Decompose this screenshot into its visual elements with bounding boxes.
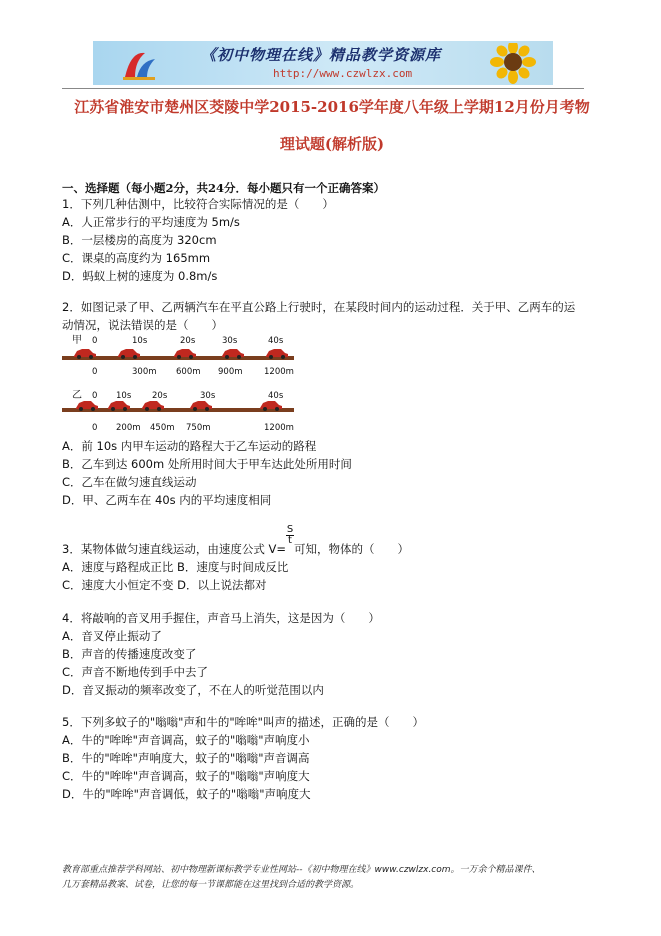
b-dist-4: 1200m — [264, 423, 294, 433]
a-time-4: 40s — [268, 336, 284, 346]
q3-stem-a: 3．某物体做匀速直线运动，由速度公式 V= — [62, 542, 286, 556]
header-rule — [62, 88, 584, 89]
doc-title-line2: 理试题(解析版) — [279, 135, 385, 153]
car-b-label: 乙 — [72, 390, 82, 401]
q5-option-d: D．牛的"哞哞"声音调低，蚊子的"嗡嗡"声响度大 — [62, 787, 311, 801]
b-dist-3: 750m — [186, 423, 211, 433]
section-heading: 一、选择题（每小题2分，共24分．每小题只有一个正确答案） — [62, 181, 386, 195]
q4-option-a: A．音叉停止振动了 — [62, 629, 162, 643]
q2-stem-line1: 2．如图记录了甲、乙两辆汽车在平直公路上行驶时，在某段时间内的运动过程．关于甲、乙两车的运 — [62, 300, 576, 314]
q3-options-cd: C．速度大小恒定不变 D．以上说法都对 — [62, 578, 267, 592]
q5-option-b: B．牛的"哞哞"声响度大，蚊子的"嗡嗡"声音调高 — [62, 751, 310, 765]
q2-option-a: A．前 10s 内甲车运动的路程大于乙车运动的路程 — [62, 439, 317, 453]
b-dist-2: 450m — [150, 423, 175, 433]
sunflower-icon — [483, 43, 543, 85]
b-time-0: 0 — [92, 391, 98, 401]
car-a-label: 甲 — [72, 335, 82, 346]
a-dist-1: 300m — [132, 367, 157, 377]
b-dist-1: 200m — [116, 423, 141, 433]
q1-option-c: C．课桌的高度约为 165mm — [62, 251, 211, 265]
a-dist-4: 1200m — [264, 367, 294, 377]
b-time-4: 40s — [268, 391, 284, 401]
q4-stem: 4．将敲响的音叉用手握住，声音马上消失，这是因为（ ） — [62, 611, 380, 625]
q1-option-a: A．人正常步行的平均速度为 5m/s — [62, 215, 240, 229]
q5-stem: 5．下列多蚊子的"嗡嗡"声和牛的"哞哞"叫声的描述，正确的是（ ） — [62, 715, 424, 729]
banner-title: 《初中物理在线》精品教学资源库 — [201, 46, 442, 64]
a-time-1: 10s — [132, 336, 148, 346]
q2-stem-line2: 动情况，说法错误的是（ ） — [62, 318, 223, 332]
fraction-numerator: S — [286, 524, 294, 535]
q1-option-b: B．一层楼房的高度为 320cm — [62, 233, 217, 247]
a-time-2: 20s — [180, 336, 196, 346]
motion-diagram-svg — [62, 332, 294, 436]
a-dist-0: 0 — [92, 367, 98, 377]
site-logo-icon — [121, 47, 157, 81]
fraction-denominator: t — [288, 535, 292, 546]
q4-option-d: D．音叉振动的频率改变了，不在人的听觉范围以内 — [62, 683, 324, 697]
doc-title-line1: 江苏省淮安市楚州区茭陵中学2015-2016学年度八年级上学期12月份月考物 — [74, 98, 590, 116]
q3-options-ab: A．速度与路程成正比 B．速度与时间成反比 — [62, 560, 289, 574]
b-dist-0: 0 — [92, 423, 98, 433]
a-time-3: 30s — [222, 336, 238, 346]
footer-line2: 几万套精品教案、试卷，让您的每一节课都能在这里找到合适的教学资源。 — [62, 880, 360, 890]
q5-option-a: A．牛的"哞哞"声音调高，蚊子的"嗡嗡"声响度小 — [62, 733, 310, 747]
footer-line1: 教育部重点推荐学科网站、初中物理新课标教学专业性网站--《初中物理在线》www.czwlzx.com。一万余个精品课件、 — [62, 865, 541, 875]
speed-formula-fraction — [286, 525, 294, 546]
a-time-0: 0 — [92, 336, 98, 346]
header-banner — [93, 41, 553, 85]
banner-url: http://www.czwlzx.com — [273, 67, 413, 80]
b-time-1: 10s — [116, 391, 132, 401]
q2-option-b: B．乙车到达 600m 处所用时间大于甲车达此处所用时间 — [62, 457, 352, 471]
a-dist-3: 900m — [218, 367, 243, 377]
q2-option-c: C．乙车在做匀速直线运动 — [62, 475, 197, 489]
a-dist-2: 600m — [176, 367, 201, 377]
q1-stem: 1．下列几种估测中，比较符合实际情况的是（ ） — [62, 197, 334, 211]
q2-option-d: D．甲、乙两车在 40s 内的平均速度相同 — [62, 493, 272, 507]
q1-option-d: D．蚂蚁上树的速度为 0.8m/s — [62, 269, 218, 283]
q4-option-c: C．声音不断地传到手中去了 — [62, 665, 209, 679]
q3-stem-b: 可知，物体的（ ） — [294, 542, 409, 556]
q5-option-c: C．牛的"哞哞"声音调高，蚊子的"嗡嗡"声响度大 — [62, 769, 310, 783]
motion-diagram — [62, 332, 294, 436]
b-time-2: 20s — [152, 391, 168, 401]
q4-option-b: B．声音的传播速度改变了 — [62, 647, 197, 661]
b-time-3: 30s — [200, 391, 216, 401]
